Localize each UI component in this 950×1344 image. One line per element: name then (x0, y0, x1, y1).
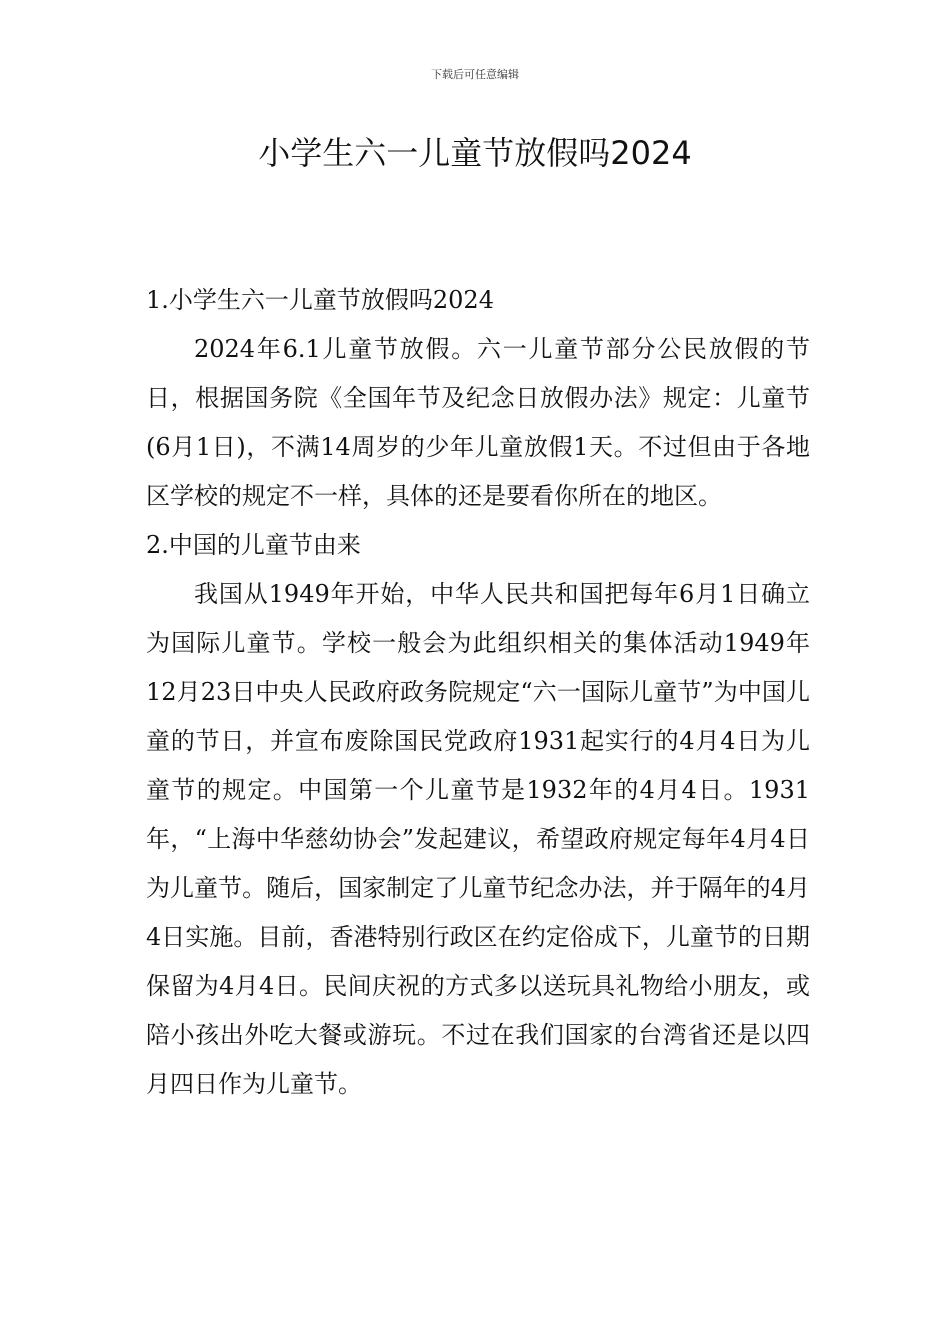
section-paragraph: 2024年6.1儿童节放假。六一儿童节部分公民放假的节日，根据国务院《全国年节及纪念日放假办法》规定：儿童节(6月1日)，不满14周岁的少年儿童放假1天。不过但由于各地区学校的规定不一样，具体的还是要看你所在的地区。 (146, 335, 810, 510)
section-1 (146, 276, 810, 521)
section-heading: 2.中国的儿童节由来 (146, 531, 361, 559)
section-heading: 1.小学生六一儿童节放假吗2024 (146, 286, 494, 314)
section-2 (146, 521, 810, 1109)
document-body (146, 276, 810, 1109)
section-paragraph: 我国从1949年开始，中华人民共和国把每年6月1日确立为国际儿童节。学校一般会为此组织相关的集体活动1949年12月23日中央人民政府政务院规定“六一国际儿童节”为中国儿童的节日，并宣布废除国民党政府1931起实行的4月4日为儿童节的规定。中国第一个儿童节是1932年的4月4日。1931年，“上海中华慈幼协会”发起建议，希望政府规定每年4月4日为儿童节。随后，国家制定了儿童节纪念办法，并于隔年的4月4日实施。目前，香港特别行政区在约定俗成下，儿童节的日期保留为4月4日。民间庆祝的方式多以送玩具礼物给小朋友，或陪小孩出外吃大餐或游玩。不过在我们国家的台湾省还是以四月四日作为儿童节。 (146, 580, 810, 1098)
document-title: 小学生六一儿童节放假吗2024 (258, 134, 692, 172)
header-note: 下载后可任意编辑 (431, 68, 519, 81)
